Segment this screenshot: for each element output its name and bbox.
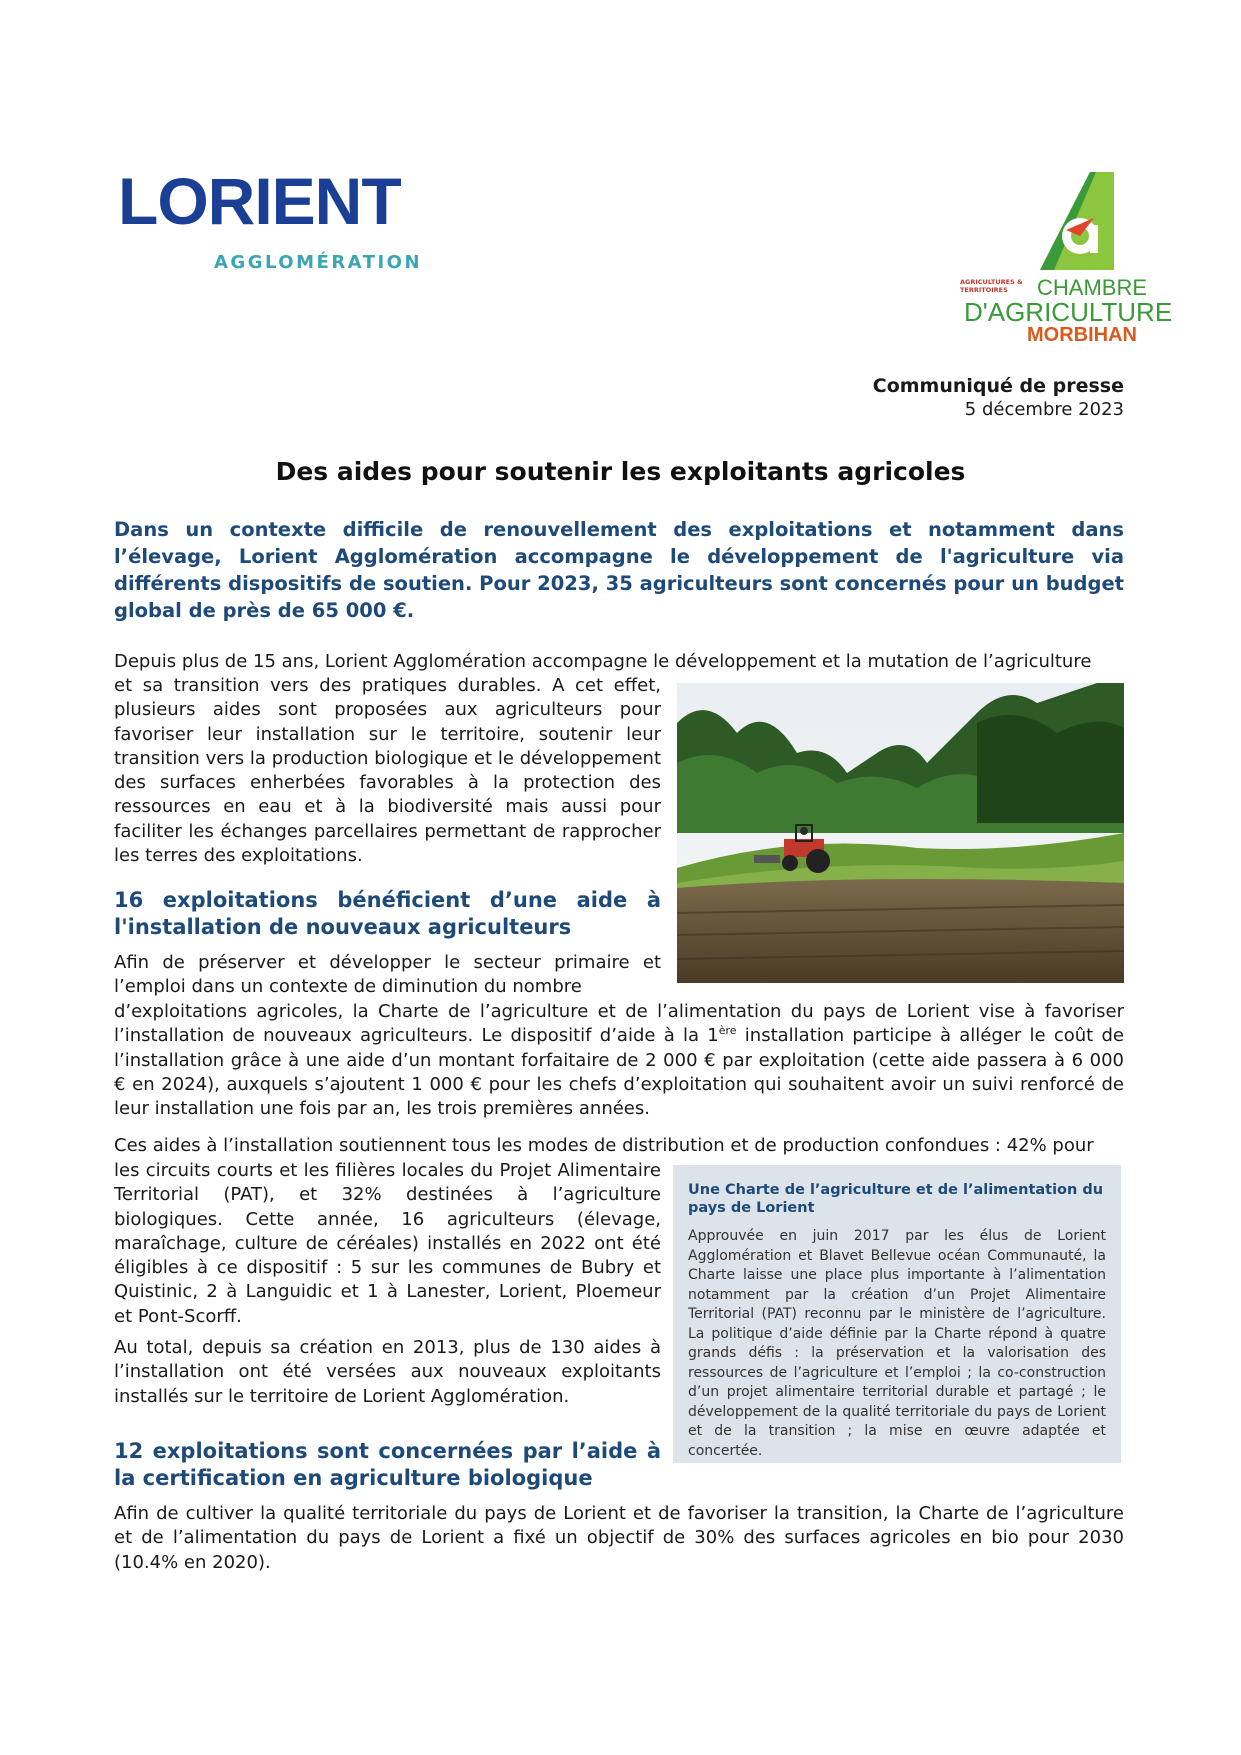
lorient-agglomeration-logo [118,164,423,276]
intro-line1: Depuis plus de 15 ans, Lorient Agglomération accompagne le développement et la mutation de l’agriculture [114,651,1092,672]
section1-paragraph2-line1: Ces aides à l’installation soutiennent tous les modes de distribution et de production confondues : 42% pour [114,1135,1094,1156]
superscript-ere: ère [718,1024,737,1038]
charte-info-box [673,1165,1121,1463]
section1-paragraph-narrow: Afin de préserver et développer le secteur primaire et l’emploi dans un contexte de diminution du nombre [114,952,661,998]
chambre-logo-line3: MORBIHAN [1027,324,1137,346]
section-heading-bio-certification: 12 exploitations sont concernées par l’aide à la certification en agriculture biologique [114,1439,661,1490]
lead-paragraph: Dans un contexte difficile de renouvellement des exploitations et notamment dans l’élevage, Lorient Agglomération accompagne le développement de l'agriculture via différents dispositifs de soutien. Pour 2023, 35 agriculteurs sont concernés pour un budget global de près de 65 000 €. [114,518,1124,622]
tractor-field-icon [677,683,1124,983]
chambre-logo-small-text: AGRICULTURES & TERRITOIRES [960,278,1023,294]
chambre-logo-line2: D'AGRICULTURE [964,297,1173,327]
lorient-logo-word: LORIENT [118,164,401,238]
section1-paragraph2: les circuits courts et les filières locales du Projet Alimentaire Territorial (PAT), et 32% destinées à l’agriculture biologiques. Cette année, 16 agriculteurs (élevage, maraîchage, culture de céréales) installés en 2022 ont été éligibles à ce dispositif : 5 sur les communes de Bubry et Quistinic, 2 à Languidic et 1 à Lanester, Lorient, Ploemeur et Pont-Scorff. [114,1160,661,1327]
section1-paragraph3: Au total, depuis sa création en 2013, plus de 130 aides à l’installation ont été versées aux nouveaux exploitants installés sur le territoire de Lorient Agglomération. [114,1337,661,1407]
charte-box-body: Approuvée en juin 2017 par les élus de Lorient Agglomération et Blavet Bellevue océan Communauté, la Charte laisse une place plus importante à l’alimentation notamment par la création d’un Projet Alimentaire Territorial (PAT) reconnu par le ministère de l’agriculture. La politique d’aide définie par la Charte répond à quatre grands défis : la préservation et la valorisation des ressources de l’agriculture et l’emploi ; la co-construction d’un projet alimentaire territorial durable et partagé ; le développement de la qualité territoriale du pays de Lorient et de la transition ; la mise en œuvre adaptée et concertée. [688,1228,1106,1459]
charte-box-title: Une Charte de l’agriculture et de l’alimentation du pays de Lorient [688,1182,1104,1216]
chambre-agriculture-logo [960,170,1173,346]
press-release-label: Communiqué de presse [872,375,1124,397]
section2-paragraph: Afin de cultiver la qualité territoriale du pays de Lorient et de favoriser la transition, la Charte de l’agriculture et de l’alimentation du pays de Lorient a fixé un objectif de 30% des surfaces agricoles en bio pour 2030 (10.4% en 2020). [114,1503,1124,1573]
intro-paragraph: et sa transition vers des pratiques durables. A cet effet, plusieurs aides sont proposées aux agriculteurs pour favoriser leur installation sur le territoire, soutenir leur transition vers la production biologique et le développement des surfaces enherbées favorables à la protection des ressources en eau et à la biodiversité mais aussi pour faciliter les échanges parcellaires permettant de rapprocher les terres des exploitations. [114,675,661,867]
chambre-emblem-icon [1010,170,1120,280]
press-release-date: 5 décembre 2023 [964,399,1124,420]
page-title: Des aides pour soutenir les exploitants agricoles [275,457,966,486]
chambre-logo-line1: CHAMBRE [1037,275,1148,300]
section1-paragraph-wide: d’exploitations agricoles, la Charte de l’agriculture et de l’alimentation du pays de Lorient vise à favoriser l’installation de nouveaux agriculteurs. Le dispositif d’aide à la 1ère installation participe à alléger le coût de l’installation grâce à une aide d’un montant forfaitaire de 2 000 € par exploitation (cette aide passera à 6 000 € en 2024), auxquels s’ajoutent 1 000 € pour les chefs d’exploitation qui souhaitent avoir un suivi renforcé de leur installation une fois par an, les trois premières années. [114,1001,1124,1120]
lorient-logo-subtitle: AGGLOMÉRATION [214,252,423,273]
tractor-field-photo [677,683,1124,983]
section-heading-installation: 16 exploitations bénéficient d’une aide à l'installation de nouveaux agriculteurs [114,888,661,939]
